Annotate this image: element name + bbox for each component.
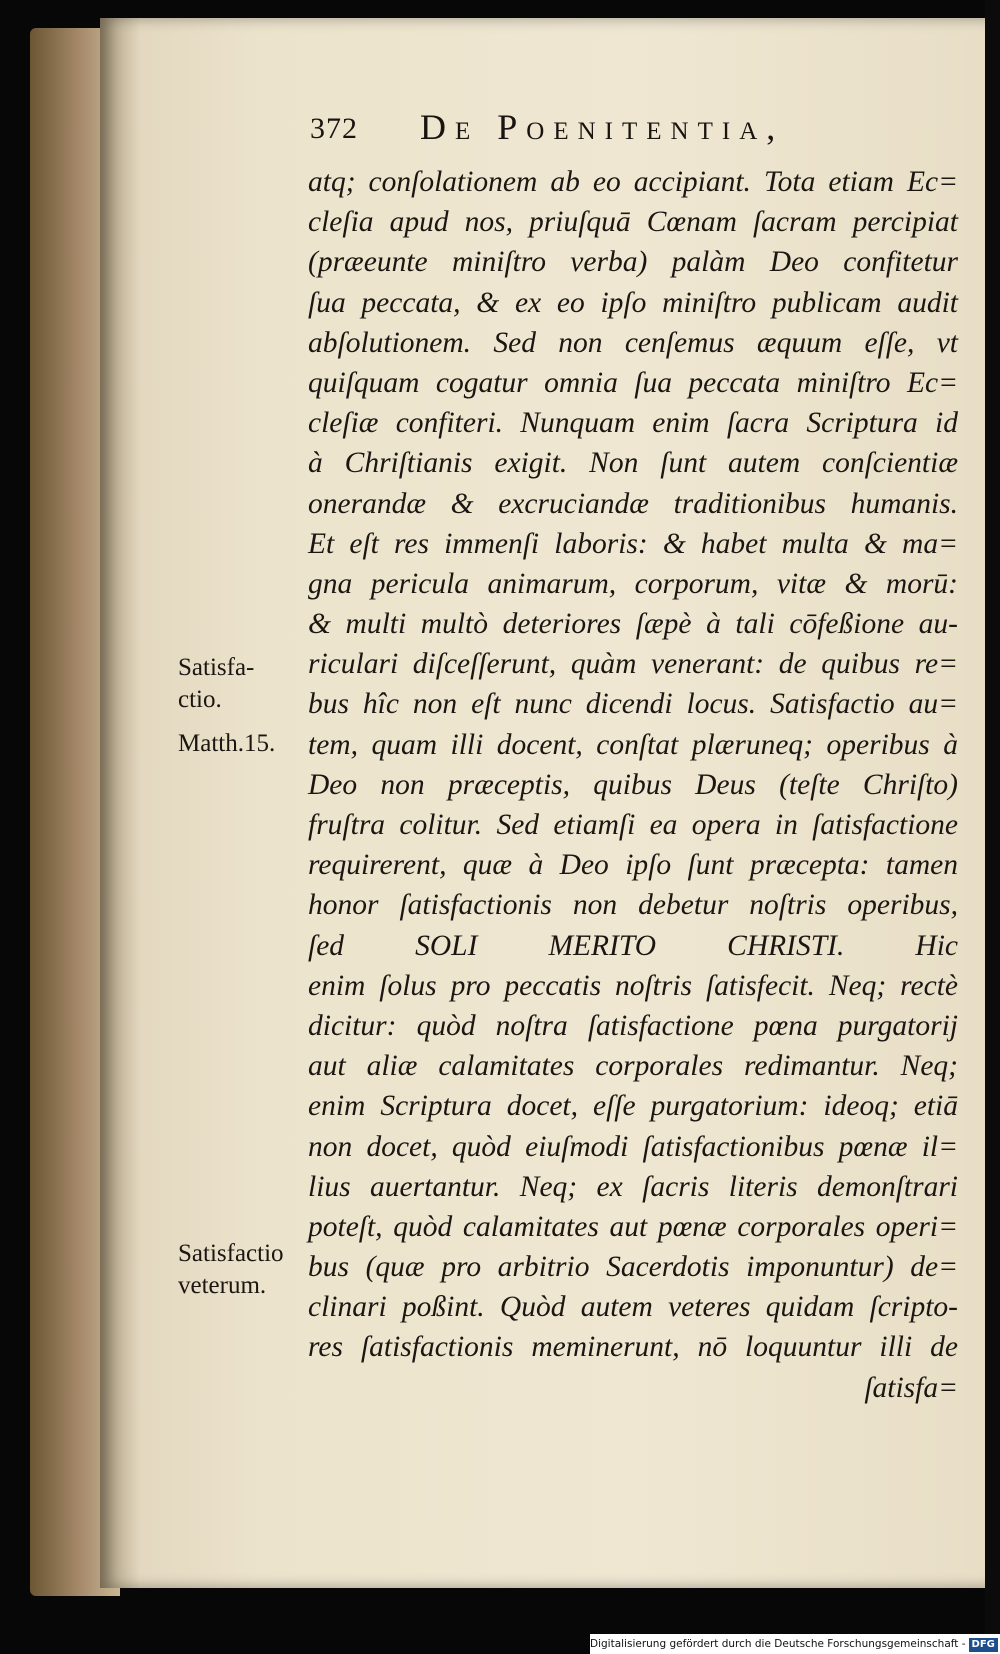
catchword-line: ſatisfa=	[864, 1371, 958, 1404]
margin-note-line: Satisfactio	[178, 1240, 284, 1267]
margin-note-satisfactio-veterum	[178, 1238, 308, 1302]
text-line: ſed SOLI MERITO CHRISTI. Hic	[308, 929, 958, 962]
margin-note-line: Satisfa-	[178, 654, 255, 681]
text-line: Deo non præceptis, quibus Deus (teſte Chriſto)	[308, 768, 958, 801]
margin-note-line: ctio.	[178, 686, 222, 713]
text-line: ſua peccata, & ex eo ipſo miniſtro publicam audit	[308, 286, 958, 319]
running-title: De Poenitentia,	[420, 107, 785, 147]
text-line: bus hîc non eſt nunc dicendi locus. Satisfactio au=	[308, 688, 958, 721]
text-line: dicitur: quòd noſtra ſatisfactione pœna purgatorij	[308, 1009, 958, 1042]
text-line: fruſtra colitur. Sed etiamſi ea opera in ſatisfactione	[308, 809, 958, 841]
text-line: requirerent, quæ à Deo ipſo ſunt præcepta: tamen	[308, 849, 958, 882]
digitization-credit-bar	[590, 1634, 1000, 1654]
text-line: non docet, quòd eiuſmodi ſatisfactionibus pœnæ il=	[308, 1130, 958, 1163]
margin-note-line: Matth.15.	[178, 730, 276, 757]
text-line: honor ſatisfactionis non debetur noſtris operibus,	[308, 889, 958, 922]
text-line: atq; conſolationem ab eo accipiant. Tota etiam Ec=	[308, 166, 958, 198]
text-line: & multi multò deteriores ſæpè à tali cōfeßione au-	[308, 608, 958, 641]
text-line: bus (quæ pro arbitrio Sacerdotis imponuntur) de=	[308, 1251, 958, 1284]
text-line: onerandæ & excruciandæ traditionibus humanis.	[308, 487, 958, 520]
margin-note-line: veterum.	[178, 1272, 267, 1299]
digitization-credit: Digitalisierung gefördert durch die Deutsche Forschungsgemeinschaft -	[590, 1638, 966, 1650]
text-line: tem, quam illi docent, conſtat plæruneq; operibus à	[308, 728, 958, 761]
text-line: lius auertantur. Neq; ex ſacris literis demonſtrari	[308, 1170, 958, 1203]
text-line: clinari poßint. Quòd autem veteres quidam ſcripto-	[308, 1291, 958, 1324]
spine-shadow	[100, 18, 140, 1588]
dfg-logo: DFG	[969, 1638, 998, 1652]
text-line: cleſiæ confiteri. Nunquam enim ſacra Scriptura id	[308, 407, 958, 440]
text-line: (præeunte miniſtro verba) palàm Deo confitetur	[308, 246, 958, 279]
text-line: enim ſolus pro peccatis noſtris ſatisfecit. Neq; rectè	[308, 969, 958, 1002]
right-dark-strip	[985, 0, 1000, 1654]
margin-note-satisfactio	[178, 652, 308, 716]
text-line: enim Scriptura docet, eſſe purgatorium: ideoq; etiā	[308, 1090, 958, 1123]
text-line: res ſatisfactionis meminerunt, nō loquuntur illi de	[308, 1331, 958, 1364]
text-line: aut aliæ calamitates corporales redimantur. Neq;	[308, 1050, 958, 1083]
text-line: riculari diſceſſerunt, quàm venerant: de quibus re=	[308, 648, 958, 681]
text-line: Et eſt res immenſi laboris: & habet multa & ma=	[308, 527, 958, 560]
page-number: 372	[310, 112, 358, 145]
body-text	[308, 162, 958, 1408]
text-line: gna pericula animarum, corporum, vitæ & morū:	[308, 567, 958, 600]
text-line: abſolutionem. Sed non cenſemus æquum eſſe, vt	[308, 326, 958, 359]
text-line: à Chriſtianis exigit. Non ſunt autem conſcientiæ	[308, 447, 958, 480]
margin-note-matth	[178, 728, 308, 760]
text-line: quiſquam cogatur omnia ſua peccata miniſtro Ec=	[308, 366, 958, 399]
text-line: cleſia apud nos, priuſquā Cœnam ſacram percipiat	[308, 206, 958, 239]
text-line: poteſt, quòd calamitates aut pœnæ corporales operi=	[308, 1210, 958, 1243]
page-header	[310, 106, 950, 150]
